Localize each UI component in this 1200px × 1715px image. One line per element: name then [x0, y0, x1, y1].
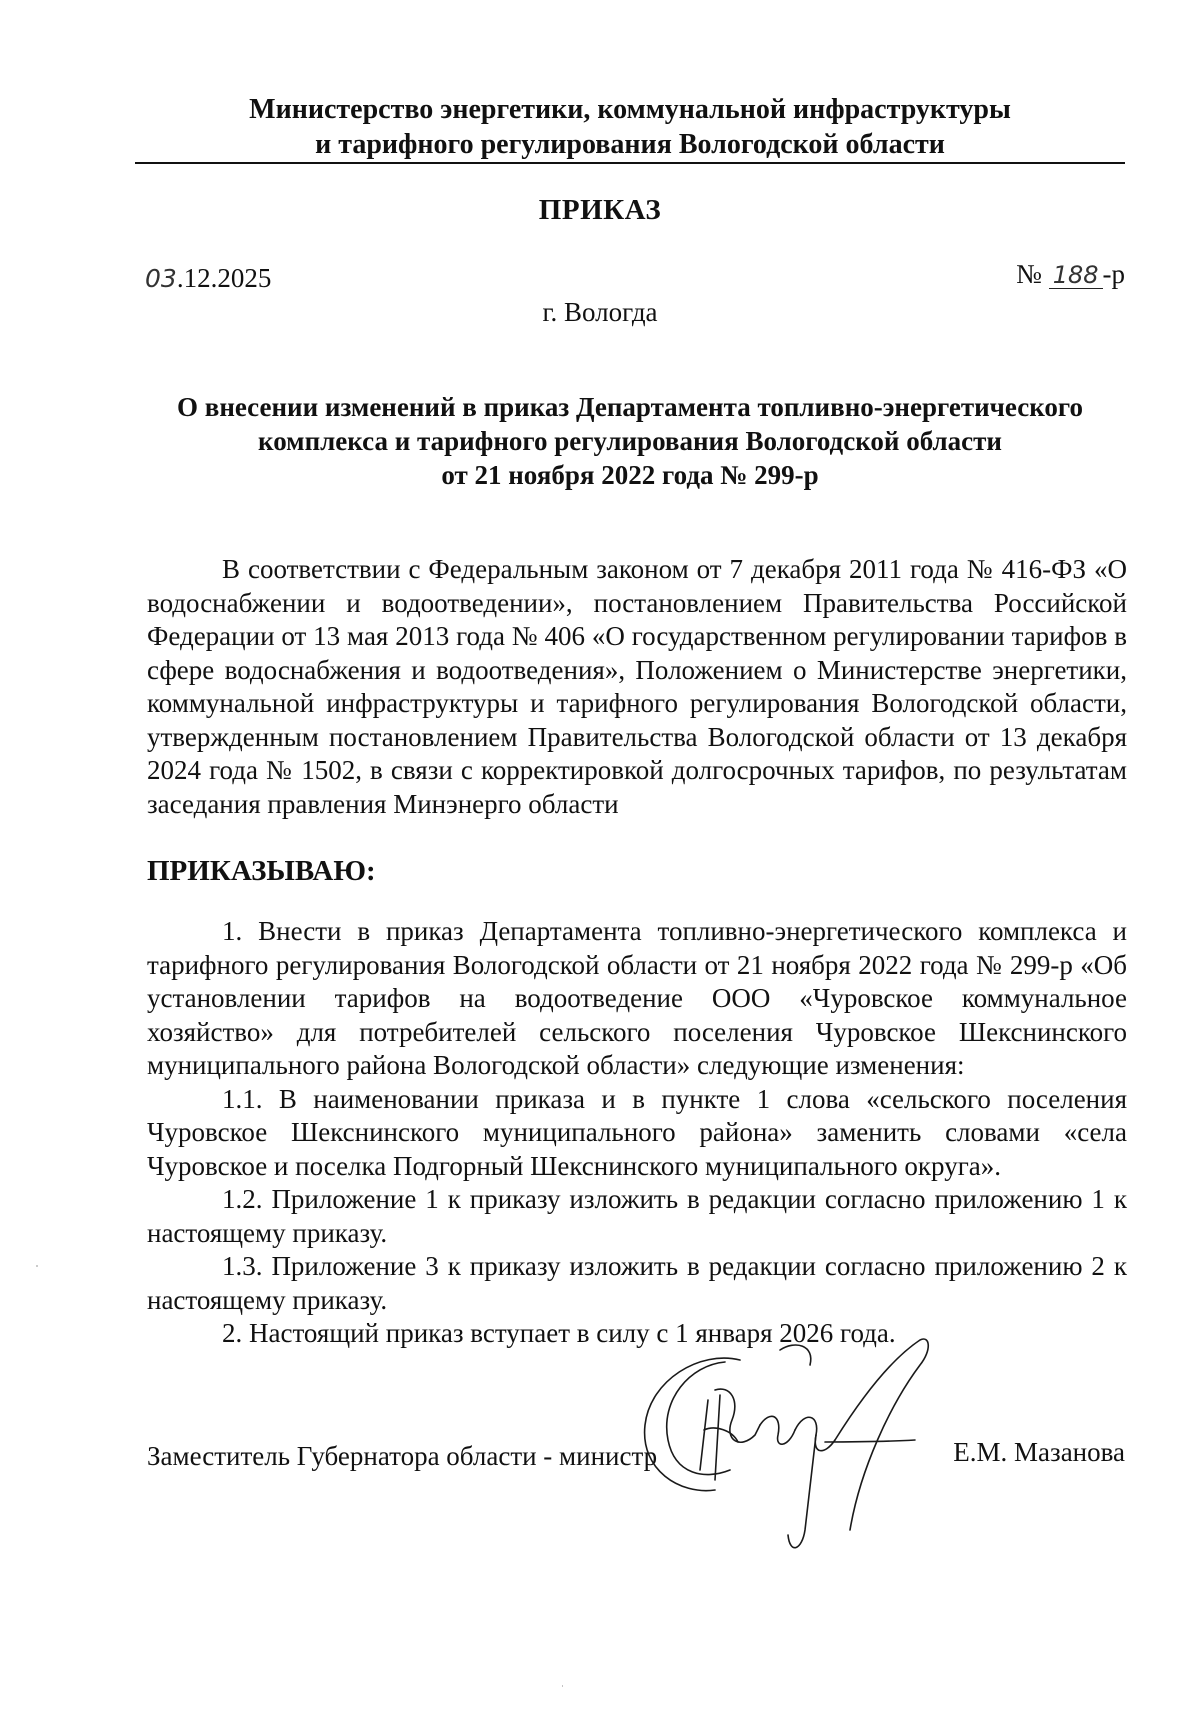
header-divider	[135, 162, 1125, 164]
subject-line-1: О внесении изменений в приказ Департамента топливно-энергетического	[176, 392, 1083, 422]
document-number	[1016, 258, 1125, 290]
handwritten-signature	[620, 1330, 950, 1580]
scan-speck	[562, 1685, 563, 1687]
city: г. Вологда	[542, 297, 658, 327]
scan-speck	[36, 1265, 38, 1267]
handwritten-day: 03	[145, 264, 177, 293]
order-items	[147, 915, 1127, 1351]
signatory-title: Заместитель Губернатора области - министр	[147, 1441, 658, 1471]
signatory-name: Е.М. Мазанова	[953, 1437, 1125, 1467]
preamble-paragraph: В соответствии с Федеральным законом от 7 декабря 2011 года № 416-ФЗ «О водоснабжении и водоотведении», постановлением Правительства Российской Федерации от 13 мая 2013 года № 406 «О государственном регулировании тарифов в сфере водоснабжения и водоотведения», Положением о Министерстве энергетики, коммунальной инфраструктуры и тарифного регулирования Вологодской области, утвержденным постановлением Правительства Вологодской области от 13 декабря 2024 года № 1502, в связи с корректировкой долгосрочных тарифов, по результатам заседания правления Минэнерго области	[147, 554, 1127, 819]
document-type: ПРИКАЗ	[538, 194, 662, 226]
order-item-2: 2. Настоящий приказ вступает в силу с 1 января 2026 года.	[222, 1318, 896, 1348]
number-suffix: -р	[1102, 259, 1125, 289]
subject-line-3: от 21 ноября 2022 года № 299-р	[441, 460, 819, 490]
order-word: ПРИКАЗЫВАЮ:	[147, 855, 376, 887]
date-rest: .12.2025	[176, 263, 272, 293]
order-item-1-3: 1.3. Приложение 3 к приказу изложить в редакции согласно приложению 2 к настоящему приказу.	[147, 1251, 1127, 1315]
number-prefix: №	[1016, 259, 1042, 289]
authority-line-2: и тарифного регулирования Вологодской области	[315, 129, 945, 160]
document-date	[145, 262, 271, 294]
document-subject	[135, 390, 1125, 492]
authority-line-1: Министерство энергетики, коммунальной инфраструктуры	[249, 94, 1011, 125]
subject-line-2: комплекса и тарифного регулирования Вологодской области	[258, 426, 1002, 456]
order-item-1: 1. Внести в приказ Департамента топливно-энергетического комплекса и тарифного регулирования Вологодской области от 21 ноября 2022 года № 299-р «Об установлении тарифов на водоотведение ООО «Чуровское коммунальное хозяйство» для потребителей сельского поселения Чуровское Шекснинского муниципального района Вологодской области» следующие изменения:	[147, 916, 1127, 1080]
order-item-1-2: 1.2. Приложение 1 к приказу изложить в редакции согласно приложению 1 к настоящему приказу.	[147, 1184, 1127, 1248]
issuing-authority	[135, 92, 1125, 162]
handwritten-number: 188	[1049, 262, 1103, 289]
order-item-1-1: 1.1. В наименовании приказа и в пункте 1 слова «сельского поселения Чуровское Шекснинского муниципального района» заменить словами «села Чуровское и поселка Подгорный Шекснинского муниципального округа».	[147, 1083, 1127, 1181]
